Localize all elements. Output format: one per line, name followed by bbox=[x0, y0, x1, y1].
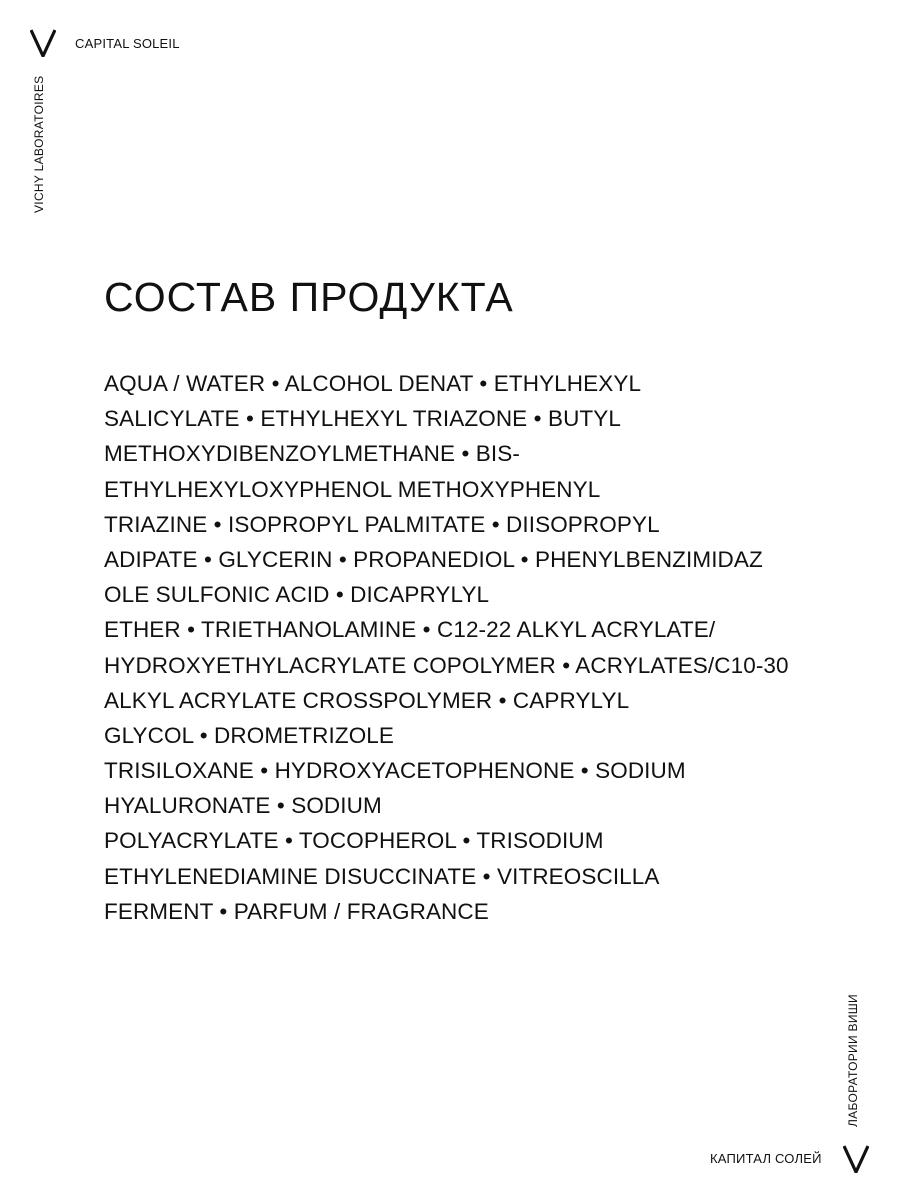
vichy-v-logo-icon bbox=[843, 1145, 869, 1173]
vichy-v-logo-icon bbox=[30, 29, 56, 57]
brand-name-bottom: КАПИТАЛ СОЛЕЙ bbox=[710, 1151, 822, 1166]
vertical-brand-label-bottom: ЛАБОРАТОРИИ ВИШИ bbox=[846, 994, 860, 1127]
ingredient-line: AQUA / WATER • ALCOHOL DENAT • ETHYLHEXYL bbox=[104, 371, 642, 396]
ingredient-line: METHOXYDIBENZOYLMETHANE • BIS- bbox=[104, 441, 520, 467]
ingredient-line: HYDROXYETHYLACRYLATE COPOLYMER • ACRYLATES/C10-30 bbox=[104, 652, 789, 678]
vertical-brand-label-top: VICHY LABORATOIRES bbox=[32, 75, 46, 213]
ingredient-line: ADIPATE • GLYCERIN • PROPANEDIOL • PHENYLBENZIMIDAZ bbox=[104, 546, 763, 572]
ingredient-line: TRIAZINE • ISOPROPYL PALMITATE • DIISOPROPYL bbox=[104, 511, 660, 537]
page-title: СОСТАВ ПРОДУКТА bbox=[104, 274, 514, 320]
brand-name-top: CAPITAL SOLEIL bbox=[75, 36, 180, 51]
ingredient-line: ALKYL ACRYLATE CROSSPOLYMER • CAPRYLYL bbox=[104, 687, 630, 713]
ingredient-line: POLYACRYLATE • TOCOPHEROL • TRISODIUM bbox=[104, 828, 604, 854]
ingredient-line: GLYCOL • DROMETRIZOLE bbox=[104, 722, 395, 748]
ingredients-list bbox=[104, 366, 824, 929]
ingredient-line: FERMENT • PARFUM / FRAGRANCE bbox=[104, 898, 489, 924]
ingredient-line: ETHER • TRIETHANOLAMINE • C12-22 ALKYL ACRYLATE/ bbox=[104, 617, 716, 643]
ingredient-line: TRISILOXANE • HYDROXYACETOPHENONE • SODIUM bbox=[104, 758, 686, 784]
ingredient-line: OLE SULFONIC ACID • DICAPRYLYL bbox=[104, 582, 490, 608]
ingredient-line: ETHYLHEXYLOXYPHENOL METHOXYPHENYL bbox=[104, 476, 601, 502]
ingredient-line: SALICYLATE • ETHYLHEXYL TRIAZONE • BUTYL bbox=[104, 406, 621, 432]
ingredient-line: HYALURONATE • SODIUM bbox=[104, 793, 382, 819]
ingredient-line: ETHYLENEDIAMINE DISUCCINATE • VITREOSCILLA bbox=[104, 863, 660, 889]
